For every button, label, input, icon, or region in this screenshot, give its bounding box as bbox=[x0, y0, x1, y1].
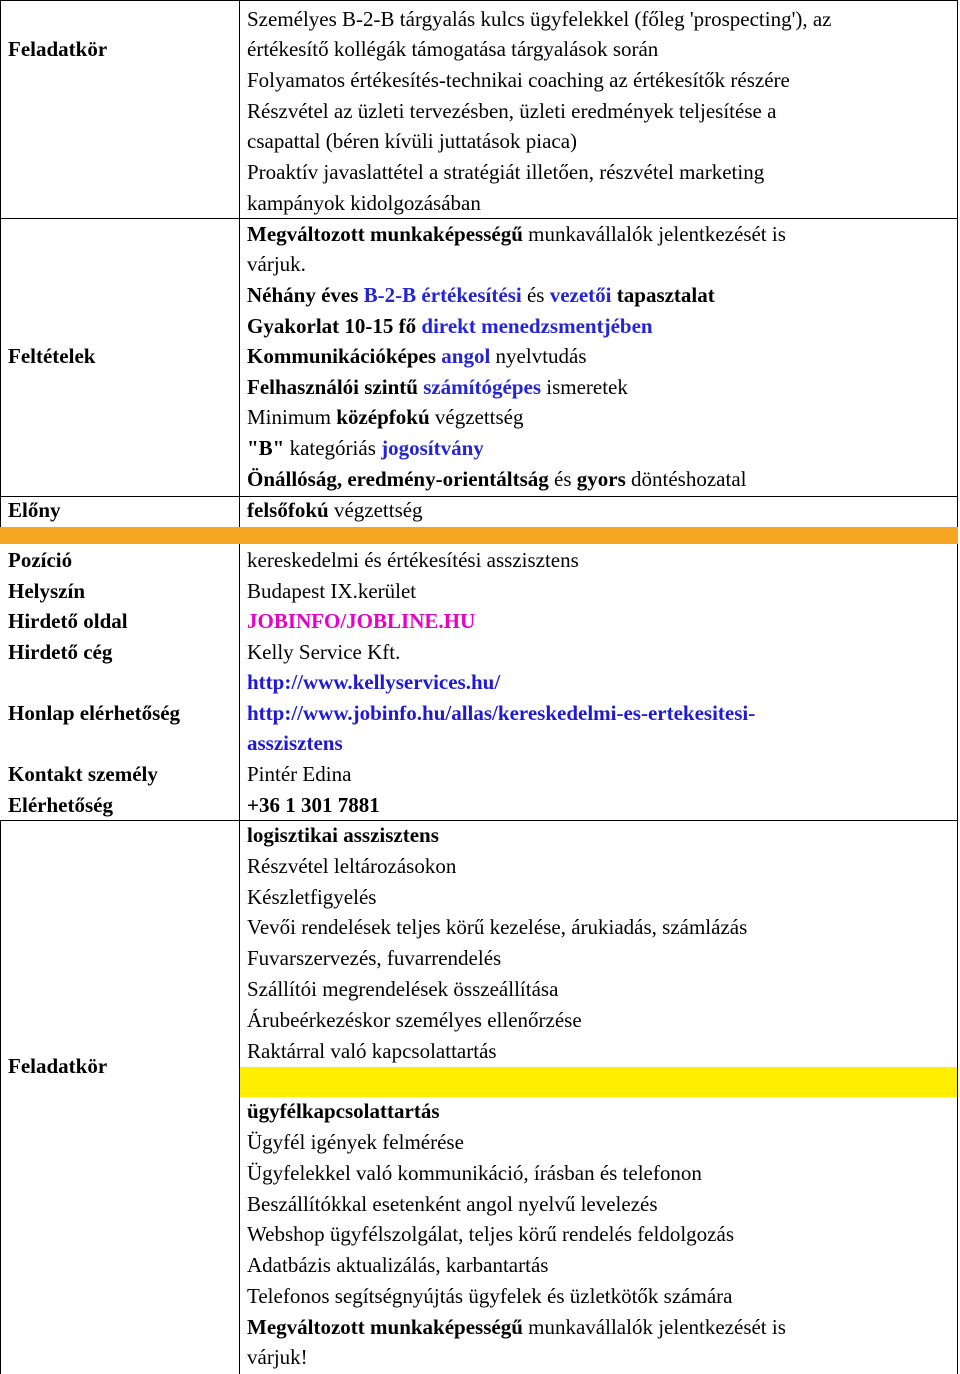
feladatkor-label: Feladatkör bbox=[8, 37, 108, 61]
client-item: Ügyfél igények felmérése bbox=[247, 1130, 464, 1154]
jobinfo-link[interactable]: http://www.jobinfo.hu/allas/kereskedelmi-es-ertekesitesi- bbox=[247, 701, 756, 725]
pozicio-value: kereskedelmi és értékesítési asszisztens bbox=[247, 548, 579, 572]
client-item: Webshop ügyfélszolgálat, teljes körű rendelés feldolgozás bbox=[247, 1222, 734, 1246]
requirement-line-2: várjuk. bbox=[247, 252, 306, 276]
kontakt-label: Kontakt személy bbox=[8, 762, 158, 786]
logistics-item: Raktárral való kapcsolattartás bbox=[247, 1039, 497, 1063]
hirdeto-oldal-value: JOBINFO/JOBLINE.HU bbox=[247, 609, 476, 633]
feladatkor-2-label: Feladatkör bbox=[8, 1054, 108, 1078]
helyszin-value: Budapest IX.kerület bbox=[247, 579, 417, 603]
row-divider-2 bbox=[0, 496, 958, 497]
helyszin-label: Helyszín bbox=[8, 579, 85, 603]
logistics-heading: logisztikai asszisztens bbox=[247, 823, 439, 847]
logistics-item: Vevői rendelések teljes körű kezelése, árukiadás, számlázás bbox=[247, 915, 748, 939]
hirdeto-oldal-label: Hirdető oldal bbox=[8, 609, 128, 633]
left-border-bottom bbox=[0, 820, 1, 1374]
hirdeto-ceg-label: Hirdető cég bbox=[8, 640, 113, 664]
requirement-line-3: Néhány éves B-2-B értékesítési és vezetői tapasztalat bbox=[247, 283, 715, 307]
duty-line-1: Személyes B-2-B tárgyalás kulcs ügyfelekkel (főleg 'prospecting'), az bbox=[247, 7, 832, 31]
client-item: Beszállítókkal esetenként angol nyelvű levelezés bbox=[247, 1192, 658, 1216]
duty-line-2: értékesítő kollégák támogatása tárgyalások során bbox=[247, 37, 659, 61]
logistics-item: Készletfigyelés bbox=[247, 885, 377, 909]
logistics-item: Szállítói megrendelések összeállítása bbox=[247, 977, 559, 1001]
requirement-line-9: Önállóság, eredmény-orientáltság és gyors döntéshozatal bbox=[247, 467, 747, 491]
elony-label: Előny bbox=[8, 498, 61, 522]
closing-line-1: Megváltozott munkaképességű munkavállalók jelentkezését is bbox=[247, 1315, 786, 1339]
pozicio-label: Pozíció bbox=[8, 548, 73, 572]
logistics-item: Fuvarszervezés, fuvarrendelés bbox=[247, 946, 502, 970]
elerhetoseg-label: Elérhetőség bbox=[8, 793, 113, 817]
advantage-value: felsőfokú végzettség bbox=[247, 498, 423, 522]
client-item: Telefonos segítségnyújtás ügyfelek és üzletkötők számára bbox=[247, 1284, 733, 1308]
yellow-highlight-band bbox=[240, 1067, 957, 1097]
requirement-line-4: Gyakorlat 10-15 fő direkt menedzsmentjében bbox=[247, 314, 653, 338]
client-heading: ügyfélkapcsolattartás bbox=[247, 1099, 440, 1123]
requirement-line-7: Minimum középfokú végzettség bbox=[247, 405, 524, 429]
closing-line-2: várjuk! bbox=[247, 1345, 308, 1369]
kellyservices-link[interactable]: http://www.kellyservices.hu/ bbox=[247, 670, 501, 694]
duty-line-6: Proaktív javaslattétel a stratégiát illetően, részvétel marketing bbox=[247, 160, 765, 184]
feltetelek-label: Feltételek bbox=[8, 344, 96, 368]
row-divider-3 bbox=[0, 820, 958, 821]
duty-line-4: Részvétel az üzleti tervezésben, üzleti eredmények teljesítése a bbox=[247, 99, 777, 123]
duty-line-7: kampányok kidolgozásában bbox=[247, 191, 481, 215]
requirement-line-1: Megváltozott munkaképességű munkavállalók jelentkezését is bbox=[247, 222, 786, 246]
hirdeto-ceg-value: Kelly Service Kft. bbox=[247, 640, 401, 664]
duty-line-5: csapattal (béren kívüli juttatások piaca) bbox=[247, 129, 578, 153]
column-divider bbox=[239, 0, 240, 1374]
jobinfo-link-continued[interactable]: asszisztens bbox=[247, 731, 343, 755]
requirement-line-6: Felhasználói szintű számítógépes ismeretek bbox=[247, 375, 628, 399]
honlap-label: Honlap elérhetőség bbox=[8, 701, 181, 725]
duty-line-3: Folyamatos értékesítés-technikai coaching az értékesítők részére bbox=[247, 68, 790, 92]
elerhetoseg-value: +36 1 301 7881 bbox=[247, 793, 380, 817]
logistics-item: Részvétel leltározásokon bbox=[247, 854, 457, 878]
kontakt-value: Pintér Edina bbox=[247, 762, 352, 786]
client-item: Adatbázis aktualizálás, karbantartás bbox=[247, 1253, 549, 1277]
top-border bbox=[0, 0, 958, 1]
left-border-top bbox=[0, 0, 1, 528]
orange-separator-band bbox=[0, 527, 958, 544]
right-border bbox=[957, 0, 958, 1374]
requirement-line-8: "B" kategóriás jogosítvány bbox=[247, 436, 484, 460]
client-item: Ügyfelekkel való kommunikáció, írásban és telefonon bbox=[247, 1161, 702, 1185]
requirement-line-5: Kommunikációképes angol nyelvtudás bbox=[247, 344, 587, 368]
logistics-item: Árubeérkezéskor személyes ellenőrzése bbox=[247, 1008, 582, 1032]
